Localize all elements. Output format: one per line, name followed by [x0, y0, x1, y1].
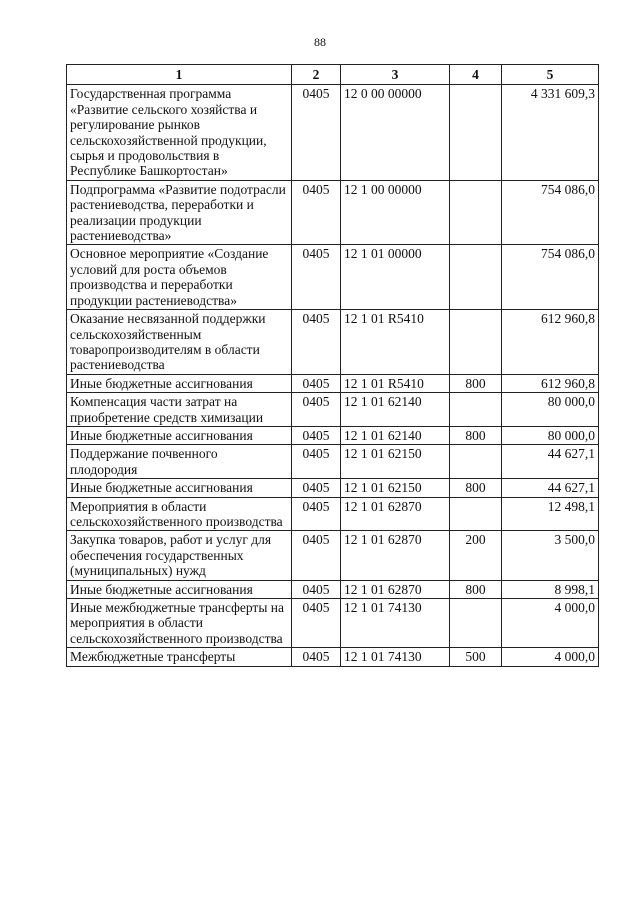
table-row: [67, 599, 599, 648]
table-row: [67, 245, 599, 310]
row-name: Компенсация части затрат на приобретение средств химизации: [67, 393, 292, 427]
table-row: [67, 497, 599, 531]
row-target: 12 1 01 62870: [341, 580, 450, 598]
table-row: [67, 393, 599, 427]
row-name: Межбюджетные трансферты: [67, 648, 292, 666]
row-name: Иные бюджетные ассигнования: [67, 580, 292, 598]
row-amount: 4 331 609,3: [502, 85, 599, 180]
row-name: Иные межбюджетные трансферты на мероприятия в области сельскохозяйственного производства: [67, 599, 292, 648]
row-target: 12 1 01 62870: [341, 531, 450, 580]
row-expense: 800: [450, 374, 502, 392]
row-target: 12 1 01 62140: [341, 426, 450, 444]
row-section: 0405: [292, 310, 341, 375]
header-col-5: 5: [502, 65, 599, 85]
row-target: 12 1 01 62150: [341, 479, 450, 497]
row-expense: [450, 599, 502, 648]
row-target: 12 1 00 00000: [341, 180, 450, 245]
row-name: Поддержание почвенного плодородия: [67, 445, 292, 479]
row-target: 12 1 01 62140: [341, 393, 450, 427]
row-amount: 12 498,1: [502, 497, 599, 531]
table-row: [67, 85, 599, 180]
row-expense: [450, 180, 502, 245]
row-section: 0405: [292, 497, 341, 531]
row-name: Основное мероприятие «Создание условий для роста объемов производства и переработки продукции растениеводства»: [67, 245, 292, 310]
row-amount: 3 500,0: [502, 531, 599, 580]
row-target: 12 1 01 62870: [341, 497, 450, 531]
row-section: 0405: [292, 580, 341, 598]
row-section: 0405: [292, 85, 341, 180]
row-amount: 4 000,0: [502, 648, 599, 666]
table-row: [67, 310, 599, 375]
row-amount: 44 627,1: [502, 479, 599, 497]
row-target: 12 1 01 R5410: [341, 310, 450, 375]
table-row: [67, 180, 599, 245]
row-expense: [450, 497, 502, 531]
row-amount: 4 000,0: [502, 599, 599, 648]
row-expense: [450, 393, 502, 427]
row-amount: 754 086,0: [502, 180, 599, 245]
row-expense: 500: [450, 648, 502, 666]
row-name: Иные бюджетные ассигнования: [67, 479, 292, 497]
row-expense: 800: [450, 426, 502, 444]
row-target: 12 1 01 74130: [341, 648, 450, 666]
row-expense: [450, 245, 502, 310]
header-col-2: 2: [292, 65, 341, 85]
row-section: 0405: [292, 648, 341, 666]
budget-table: [66, 64, 599, 667]
row-amount: 612 960,8: [502, 374, 599, 392]
row-name: Подпрограмма «Развитие подотрасли растениеводства, переработки и реализации продукции растениеводства»: [67, 180, 292, 245]
table-row: [67, 648, 599, 666]
row-name: Закупка товаров, работ и услуг для обеспечения государственных (муниципальных) нужд: [67, 531, 292, 580]
row-section: 0405: [292, 479, 341, 497]
header-row: [67, 65, 599, 85]
row-expense: 800: [450, 479, 502, 497]
row-expense: [450, 310, 502, 375]
row-section: 0405: [292, 599, 341, 648]
row-expense: 800: [450, 580, 502, 598]
row-expense: [450, 85, 502, 180]
row-name: Государственная программа «Развитие сельского хозяйства и регулирование рынков сельскохозяйственной продукции, сырья и продовольствия в Республике Башкортостан»: [67, 85, 292, 180]
table-body: [67, 85, 599, 666]
table-row: [67, 531, 599, 580]
table-row: [67, 374, 599, 392]
row-expense: [450, 445, 502, 479]
row-section: 0405: [292, 245, 341, 310]
row-amount: 80 000,0: [502, 426, 599, 444]
table-header: [67, 65, 599, 85]
row-expense: 200: [450, 531, 502, 580]
table-row: [67, 479, 599, 497]
table-row: [67, 580, 599, 598]
row-name: Оказание несвязанной поддержки сельскохозяйственным товаропроизводителям в области растениеводства: [67, 310, 292, 375]
row-section: 0405: [292, 393, 341, 427]
header-col-3: 3: [341, 65, 450, 85]
table-row: [67, 426, 599, 444]
row-name: Иные бюджетные ассигнования: [67, 426, 292, 444]
row-amount: 8 998,1: [502, 580, 599, 598]
table-row: [67, 445, 599, 479]
row-name: Иные бюджетные ассигнования: [67, 374, 292, 392]
row-amount: 754 086,0: [502, 245, 599, 310]
row-target: 12 1 01 62150: [341, 445, 450, 479]
header-col-1: 1: [67, 65, 292, 85]
row-section: 0405: [292, 180, 341, 245]
row-section: 0405: [292, 426, 341, 444]
row-target: 12 0 00 00000: [341, 85, 450, 180]
row-section: 0405: [292, 531, 341, 580]
row-name: Мероприятия в области сельскохозяйственного производства: [67, 497, 292, 531]
page-number: 88: [314, 35, 326, 49]
row-target: 12 1 01 00000: [341, 245, 450, 310]
row-target: 12 1 01 R5410: [341, 374, 450, 392]
row-section: 0405: [292, 374, 341, 392]
header-col-4: 4: [450, 65, 502, 85]
row-target: 12 1 01 74130: [341, 599, 450, 648]
row-amount: 44 627,1: [502, 445, 599, 479]
row-amount: 80 000,0: [502, 393, 599, 427]
row-section: 0405: [292, 445, 341, 479]
row-amount: 612 960,8: [502, 310, 599, 375]
